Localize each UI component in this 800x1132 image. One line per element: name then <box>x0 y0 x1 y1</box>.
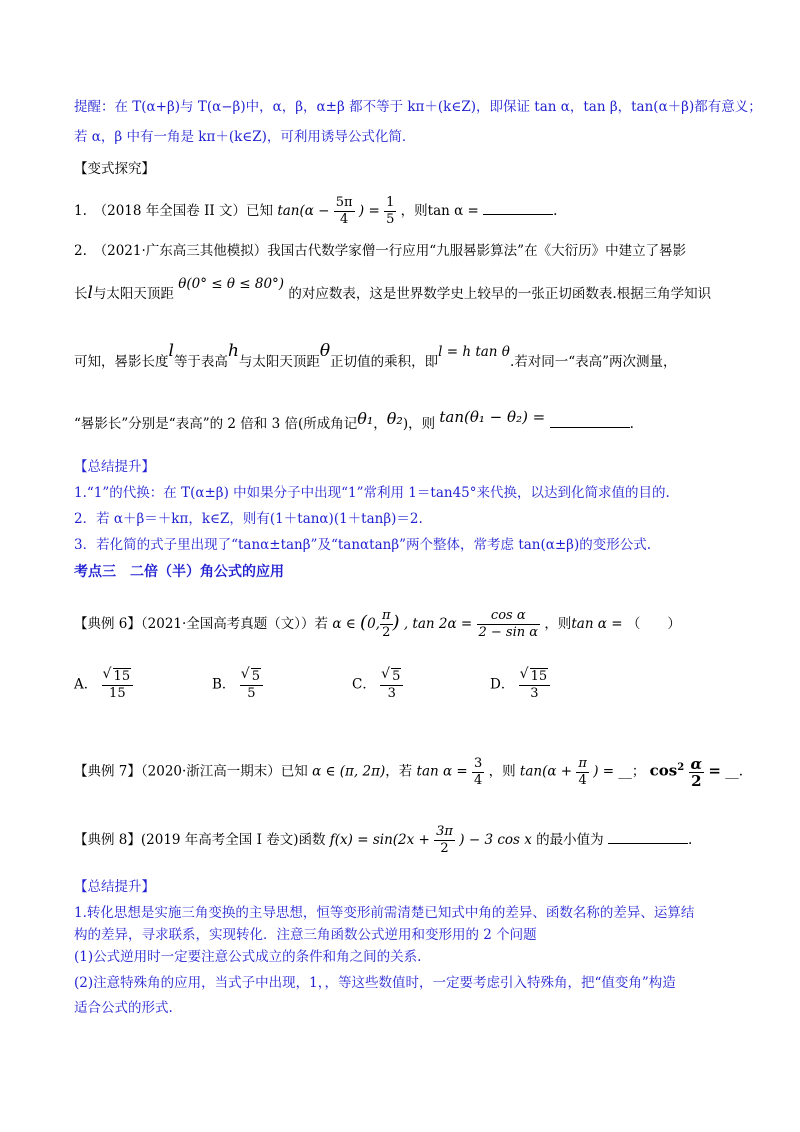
summary-2-p3: (2)注意特殊角的应用，当式子中出现，1，，等这些数值时，一定要考虑引入特殊角，把“值变角”构造 <box>74 975 676 991</box>
theta-range: θ(0° ≤ θ ≤ 80°) <box>178 276 285 292</box>
summary-1-p2: 2．若 α＋β＝＋kπ，k∈Z，则有(1＋tanα)(1＋tanβ)＝2. <box>74 511 423 527</box>
example-6: 【典例 6】（2021·全国高考真题（文））若 α ∈ (0, $\frac{\pi}{2}$ ) , tan 2α = $\frac{\text{cos α}}{\text{2 − sin α}}$ ，则tan α = （ ） <box>74 608 681 640</box>
q1-rhs-fraction: $\frac{1}{5}$ <box>386 195 395 227</box>
ex6-option-b[interactable]: B． √ $\frac{5}{5}$ <box>212 668 263 702</box>
ex6-rhs-fraction: $\frac{\text{cos α}}{\text{2 − sin α}}$ <box>478 608 539 640</box>
summary-1-p3: 3．若化简的式子里出现了“tanα±tanβ”及“tanαtanβ”两个整体，常考虑 tan(α±β)的变形公式. <box>74 537 652 553</box>
q2-expr: tan(θ₁ − θ₂) = <box>439 408 546 426</box>
summary-1-p1: 1.“1”的代换：在 T(α±β) 中如果分子中出现“1”常利用 1＝tan45°来代换，以达到化简求值的目的. <box>74 485 670 501</box>
summary-2-p3b: 适合公式的形式. <box>74 1000 173 1016</box>
ex6-option-c[interactable]: C． √ $\frac{5}{3}$ <box>352 668 403 702</box>
q1-tail: ，则tan α = <box>400 203 479 219</box>
question-2-line-3: 可知，晷影长度l等于表高h与太阳天顶距θ正切值的乘积，即l = h tan θ.若对同一“表高”两次测量， <box>74 341 677 370</box>
variants-heading: 【变式探究】 <box>74 161 155 177</box>
summary-2-p2: (1)公式逆用时一定要注意公式成立的条件和角之间的关系. <box>74 949 422 965</box>
tip-line-1: 提醒：在 T(α+β)与 T(α−β)中，α，β，α±β 都不等于 kπ＋(k∈Z)，即保证 tan α，tan β，tan(α＋β)都有意义； <box>74 99 762 115</box>
example-8: 【典例 8】(2019 年高考全国 I 卷文)函数 f(x) = sin(2x + $\frac{3\pi}{2}$ ) − 3 cos x 的最小值为 . <box>74 824 693 856</box>
question-1: 1. （2018 年全国卷 II 文）已知 tan(α − $\frac{5\pi}{4}$ ) = $\frac{1}{5}$ ，则tan α = . <box>74 195 558 227</box>
question-2-line-2: 长l与太阳天顶距 θ(0° ≤ θ ≤ 80°) 的对应数表，这是世界数学史上较早的一张正切函数表.根据三角学知识 <box>74 276 712 303</box>
summary-2-heading: 【总结提升】 <box>74 879 155 895</box>
formula-l-h-tan: l = h tan θ <box>438 344 510 360</box>
tip-line-2: 若 α，β 中有一角是 kπ＋(k∈Z)，可利用诱导公式化简． <box>74 129 416 145</box>
q1-expr-b: ) = <box>358 203 380 219</box>
ex7-blank-1[interactable]: __ <box>618 763 632 780</box>
ex8-answer-blank[interactable] <box>608 843 688 844</box>
ex6-option-a[interactable]: A． √ $\frac{15}{15}$ <box>74 668 133 702</box>
q1-answer-blank[interactable] <box>483 214 553 215</box>
q1-fraction: $\frac{5\pi}{4}$ <box>335 195 353 227</box>
summary-2-p1b: 构的差异，寻求联系，实现转化．注意三角函数公式逆用和变形用的 2 个问题 <box>74 927 537 943</box>
q1-expr-a: tan(α − <box>277 203 330 219</box>
example-7: 【典例 7】（2020·浙江高一期末）已知 α ∈ (π, 2π)，若 tan α = $\frac{3}{4}$ ，则 tan(α + $\frac{\pi}{4}$ ) = __； $\cos^2$ $\frac{\alpha}{2}$ = __. <box>74 754 744 790</box>
q1-prefix: 1. （2018 年全国卷 II 文）已知 <box>74 203 274 219</box>
ex7-blank-2[interactable]: __ <box>725 763 739 780</box>
q2-answer-blank[interactable] <box>550 427 630 428</box>
summary-1-heading: 【总结提升】 <box>74 459 155 475</box>
question-2-line-4: “晷影长”分别是“表高”的 2 倍和 3 倍(所成角记θ₁，θ₂)，则 tan(θ₁ − θ₂) = . <box>74 408 634 432</box>
ex6-option-d[interactable]: D． √ $\frac{15}{3}$ <box>490 668 550 702</box>
section-3-heading: 考点三 二倍（半）角公式的应用 <box>74 564 284 580</box>
summary-2-p1: 1.转化思想是实施三角变换的主导思想，恒等变形前需清楚已知式中角的差异、函数名称的差异、运算结 <box>74 905 695 921</box>
question-2-line-1: 2. （2021·广东高三其他模拟）我国古代数学家僧一行应用“九服晷影算法”在《大衍历》中建立了晷影 <box>74 243 687 259</box>
